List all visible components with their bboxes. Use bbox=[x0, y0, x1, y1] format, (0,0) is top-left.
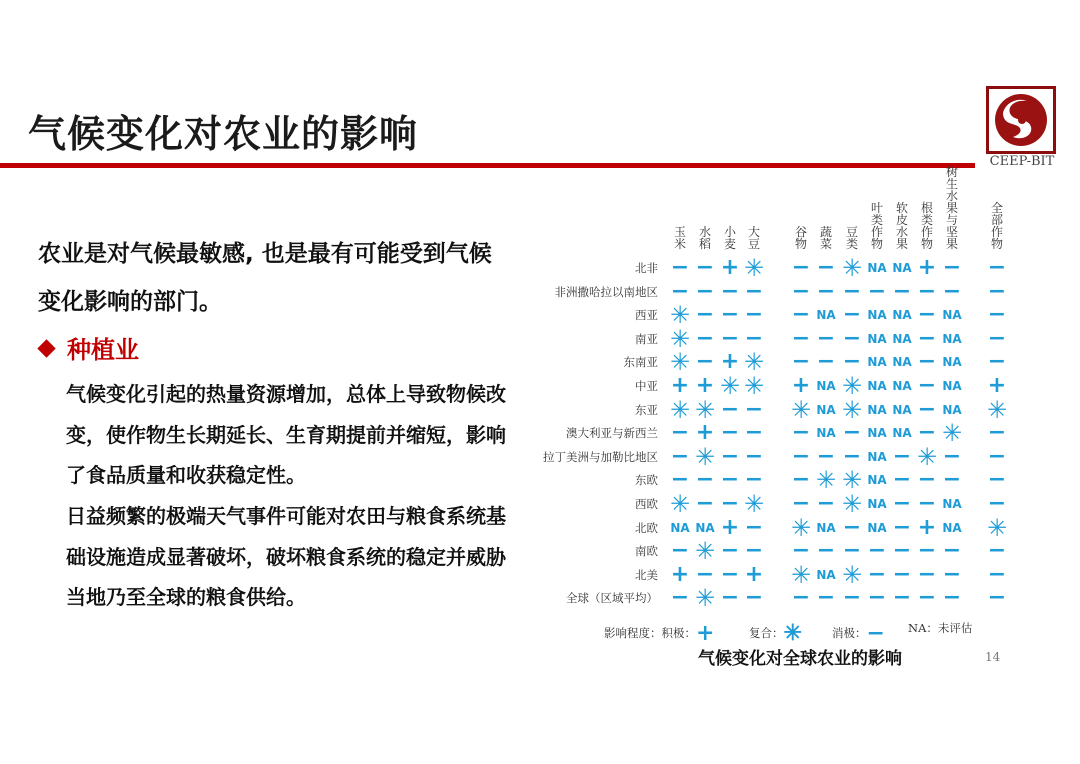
minus-icon: − bbox=[720, 538, 740, 564]
minus-icon: − bbox=[942, 561, 962, 587]
asterisk-icon: ✳ bbox=[694, 442, 716, 471]
minus-icon: − bbox=[744, 302, 764, 328]
na-mark: NA bbox=[816, 308, 836, 323]
asterisk-icon: ✳ bbox=[841, 254, 863, 282]
minus-icon: − bbox=[670, 443, 690, 469]
minus-icon: − bbox=[744, 420, 764, 446]
minus-icon: − bbox=[791, 278, 811, 304]
minus-icon: − bbox=[670, 538, 690, 564]
asterisk-icon: ✳ bbox=[743, 490, 765, 518]
figure-caption: 气候变化对全球农业的影响 bbox=[698, 649, 902, 669]
minus-icon: − bbox=[744, 514, 764, 540]
row-label: 北非 bbox=[635, 261, 658, 275]
na-mark: NA bbox=[892, 426, 912, 441]
na-mark: NA bbox=[867, 308, 887, 323]
na-mark: NA bbox=[867, 261, 887, 275]
na-mark: NA bbox=[816, 567, 836, 582]
asterisk-icon: ✳ bbox=[669, 395, 691, 424]
column-header: 谷 物 bbox=[794, 225, 807, 251]
minus-icon: − bbox=[720, 585, 740, 611]
row-label: 全球（区域平均） bbox=[566, 591, 658, 606]
minus-icon: − bbox=[791, 349, 811, 375]
minus-icon: − bbox=[670, 585, 690, 611]
row-label: 东南亚 bbox=[623, 355, 658, 370]
minus-icon: − bbox=[892, 467, 912, 493]
na-mark: NA bbox=[942, 308, 962, 323]
minus-icon: − bbox=[892, 538, 912, 564]
asterisk-icon: ✳ bbox=[941, 419, 963, 448]
asterisk-icon: ✳ bbox=[790, 560, 812, 589]
column-header: 豆 类 bbox=[845, 225, 858, 251]
asterisk-icon: ✳ bbox=[986, 395, 1008, 424]
row-label: 中亚 bbox=[635, 379, 658, 393]
minus-icon: − bbox=[842, 302, 862, 328]
minus-icon: − bbox=[842, 420, 862, 446]
minus-icon: − bbox=[917, 302, 937, 328]
minus-icon: − bbox=[987, 325, 1007, 351]
minus-icon: − bbox=[720, 561, 740, 587]
asterisk-icon: ✳ bbox=[783, 620, 802, 646]
minus-icon: − bbox=[744, 396, 764, 422]
minus-icon: − bbox=[695, 491, 715, 516]
minus-icon: − bbox=[987, 443, 1007, 469]
column-header: 叶 类 作 物 bbox=[870, 201, 883, 251]
logo-caption: CEEP-BIT bbox=[989, 154, 1055, 169]
minus-icon: − bbox=[917, 349, 937, 375]
minus-icon: − bbox=[942, 255, 962, 280]
minus-icon: − bbox=[720, 467, 740, 493]
na-mark: NA bbox=[867, 426, 887, 441]
asterisk-icon: ✳ bbox=[841, 490, 863, 518]
section-heading-text: 种植业 bbox=[67, 336, 139, 364]
column-header: 软 皮 水 果 bbox=[895, 201, 908, 251]
minus-icon: − bbox=[791, 585, 811, 611]
minus-icon: − bbox=[987, 561, 1007, 587]
ceep-logo bbox=[986, 86, 1056, 154]
asterisk-icon: ✳ bbox=[669, 490, 691, 518]
minus-icon: − bbox=[670, 278, 690, 304]
minus-icon: − bbox=[866, 620, 885, 646]
asterisk-icon: ✳ bbox=[790, 513, 812, 542]
minus-icon: − bbox=[744, 467, 764, 493]
minus-icon: − bbox=[744, 538, 764, 564]
minus-icon: − bbox=[744, 278, 764, 304]
column-header: 大 豆 bbox=[747, 225, 760, 251]
minus-icon: − bbox=[816, 491, 836, 516]
asterisk-icon: ✳ bbox=[815, 466, 837, 495]
asterisk-icon: ✳ bbox=[743, 372, 765, 400]
minus-icon: − bbox=[720, 325, 740, 351]
asterisk-icon: ✳ bbox=[841, 466, 863, 495]
legend-title bbox=[604, 620, 715, 646]
minus-icon: − bbox=[917, 538, 937, 564]
minus-icon: − bbox=[917, 467, 937, 493]
title-underline bbox=[0, 163, 975, 168]
asterisk-icon: ✳ bbox=[694, 584, 716, 613]
minus-icon: − bbox=[744, 443, 764, 469]
minus-icon: − bbox=[892, 491, 912, 516]
minus-icon: − bbox=[695, 349, 715, 375]
minus-icon: − bbox=[917, 325, 937, 351]
na-mark: NA bbox=[942, 402, 962, 417]
minus-icon: − bbox=[816, 255, 836, 280]
na-mark: NA bbox=[867, 355, 887, 370]
minus-icon: − bbox=[942, 585, 962, 611]
minus-icon: − bbox=[842, 514, 862, 540]
minus-icon: − bbox=[816, 325, 836, 351]
asterisk-icon: ✳ bbox=[841, 395, 863, 424]
na-mark: NA bbox=[867, 520, 887, 535]
minus-icon: − bbox=[987, 302, 1007, 328]
minus-icon: − bbox=[917, 373, 937, 398]
plus-icon: + bbox=[720, 255, 740, 280]
asterisk-icon: ✳ bbox=[694, 395, 716, 424]
minus-icon: − bbox=[816, 538, 836, 564]
plus-icon: + bbox=[695, 420, 715, 446]
minus-icon: − bbox=[942, 538, 962, 564]
na-mark: NA bbox=[867, 497, 887, 511]
minus-icon: − bbox=[987, 420, 1007, 446]
asterisk-icon: ✳ bbox=[669, 301, 691, 330]
minus-icon: − bbox=[720, 396, 740, 422]
minus-icon: − bbox=[791, 420, 811, 446]
plus-icon: + bbox=[917, 514, 937, 540]
minus-icon: − bbox=[892, 278, 912, 304]
na-mark: NA bbox=[816, 402, 836, 417]
minus-icon: − bbox=[842, 538, 862, 564]
na-mark: NA bbox=[892, 379, 912, 393]
minus-icon: − bbox=[867, 585, 887, 611]
legend-na: NA：未评估 bbox=[908, 621, 973, 635]
row-label: 西亚 bbox=[635, 308, 658, 323]
column-header: 玉 米 bbox=[673, 225, 686, 251]
minus-icon: − bbox=[670, 255, 690, 280]
na-mark: NA bbox=[867, 449, 887, 464]
slide-title: 气候变化对农业的影响 bbox=[28, 112, 419, 156]
na-mark: NA bbox=[695, 520, 715, 535]
legend-positive-label: 积极： bbox=[661, 626, 696, 640]
asterisk-icon: ✳ bbox=[743, 254, 765, 282]
diamond-bullet-icon bbox=[37, 339, 55, 357]
asterisk-icon: ✳ bbox=[986, 513, 1008, 542]
minus-icon: − bbox=[867, 561, 887, 587]
minus-icon: − bbox=[744, 585, 764, 611]
asterisk-icon: ✳ bbox=[841, 560, 863, 589]
minus-icon: − bbox=[987, 585, 1007, 611]
legend-mixed bbox=[749, 620, 802, 646]
minus-icon: − bbox=[791, 443, 811, 469]
minus-icon: − bbox=[816, 349, 836, 375]
column-header: 根 类 作 物 bbox=[920, 201, 933, 251]
lead-text: 农业是对气候最敏感, 也是最有可能受到气候变化影响的部门。 bbox=[38, 241, 492, 315]
na-mark: NA bbox=[942, 497, 962, 511]
minus-icon: − bbox=[791, 467, 811, 493]
paragraph-extreme-events: 日益频繁的极端天气事件可能对农田与粮食系统基础设施造成显著破坏，破坏粮食系统的稳定并威胁当地乃至全球的粮食供给。 bbox=[66, 504, 506, 609]
minus-icon: − bbox=[987, 255, 1007, 280]
minus-icon: − bbox=[892, 561, 912, 587]
minus-icon: − bbox=[842, 585, 862, 611]
asterisk-icon: ✳ bbox=[916, 442, 938, 471]
na-mark: NA bbox=[942, 355, 962, 370]
minus-icon: − bbox=[720, 302, 740, 328]
legend-mixed-label: 复合： bbox=[749, 626, 784, 640]
minus-icon: − bbox=[695, 302, 715, 328]
minus-icon: − bbox=[791, 538, 811, 564]
na-mark: NA bbox=[670, 520, 690, 535]
row-label: 西欧 bbox=[635, 497, 658, 511]
minus-icon: − bbox=[695, 467, 715, 493]
na-mark: NA bbox=[867, 402, 887, 417]
na-mark: NA bbox=[942, 331, 962, 346]
minus-icon: − bbox=[720, 420, 740, 446]
minus-icon: − bbox=[695, 278, 715, 304]
legend-negative bbox=[832, 620, 885, 646]
minus-icon: − bbox=[917, 278, 937, 304]
minus-icon: − bbox=[695, 255, 715, 280]
minus-icon: − bbox=[987, 491, 1007, 516]
minus-icon: − bbox=[842, 443, 862, 469]
minus-icon: − bbox=[987, 349, 1007, 375]
minus-icon: − bbox=[917, 491, 937, 516]
section-heading bbox=[36, 330, 139, 365]
asterisk-icon: ✳ bbox=[790, 395, 812, 424]
minus-icon: − bbox=[842, 278, 862, 304]
paragraph-phenology: 气候变化引起的热量资源增加，总体上导致物候改变，使作物生长期延长、生育期提前并缩短，影响了食品质量和收获稳定性。 bbox=[66, 382, 506, 487]
minus-icon: − bbox=[892, 585, 912, 611]
minus-icon: − bbox=[670, 467, 690, 493]
minus-icon: − bbox=[720, 278, 740, 304]
column-header: 水 稻 bbox=[698, 225, 711, 251]
plus-icon: + bbox=[791, 373, 811, 398]
asterisk-icon: ✳ bbox=[719, 372, 741, 400]
minus-icon: − bbox=[842, 349, 862, 375]
na-mark: NA bbox=[867, 331, 887, 346]
plus-icon: + bbox=[695, 373, 715, 398]
na-mark: NA bbox=[892, 355, 912, 370]
minus-icon: − bbox=[670, 420, 690, 446]
minus-icon: − bbox=[917, 585, 937, 611]
asterisk-icon: ✳ bbox=[841, 372, 863, 400]
minus-icon: − bbox=[791, 302, 811, 328]
plus-icon: + bbox=[720, 349, 740, 375]
plus-icon: + bbox=[720, 514, 740, 540]
minus-icon: − bbox=[987, 538, 1007, 564]
na-mark: NA bbox=[867, 473, 887, 488]
asterisk-icon: ✳ bbox=[694, 537, 716, 566]
minus-icon: − bbox=[987, 467, 1007, 493]
minus-icon: − bbox=[720, 443, 740, 469]
minus-icon: − bbox=[917, 396, 937, 422]
minus-icon: − bbox=[917, 420, 937, 446]
minus-icon: − bbox=[842, 325, 862, 351]
legend-negative-label: 消极： bbox=[832, 626, 867, 640]
na-mark: NA bbox=[892, 261, 912, 275]
na-mark: NA bbox=[892, 402, 912, 417]
na-mark: NA bbox=[942, 520, 962, 535]
minus-icon: − bbox=[695, 325, 715, 351]
minus-icon: − bbox=[720, 491, 740, 516]
minus-icon: − bbox=[695, 561, 715, 587]
na-mark: NA bbox=[816, 379, 836, 393]
plus-icon: + bbox=[917, 255, 937, 280]
plus-icon: + bbox=[670, 373, 690, 398]
plus-icon: + bbox=[744, 561, 764, 587]
asterisk-icon: ✳ bbox=[743, 348, 765, 377]
na-mark: NA bbox=[816, 426, 836, 441]
plus-icon: + bbox=[670, 561, 690, 587]
row-label: 南亚 bbox=[635, 331, 658, 346]
column-header: 蔬 菜 bbox=[819, 225, 832, 251]
plus-icon: + bbox=[696, 620, 715, 646]
minus-icon: − bbox=[867, 538, 887, 564]
column-header: 小 麦 bbox=[723, 225, 736, 251]
row-label: 拉丁美洲与加勒比地区 bbox=[543, 449, 658, 464]
minus-icon: − bbox=[942, 443, 962, 469]
row-label: 非洲撒哈拉以南地区 bbox=[554, 284, 658, 299]
row-label: 东亚 bbox=[635, 402, 658, 417]
minus-icon: − bbox=[744, 325, 764, 351]
row-label: 南欧 bbox=[635, 544, 658, 559]
minus-icon: − bbox=[892, 443, 912, 469]
minus-icon: − bbox=[917, 561, 937, 587]
legend-title-text: 影响程度： bbox=[604, 626, 662, 640]
minus-icon: − bbox=[867, 278, 887, 304]
na-mark: NA bbox=[867, 379, 887, 393]
minus-icon: − bbox=[791, 255, 811, 280]
page-number: 14 bbox=[985, 650, 1001, 664]
column-header: 树 生 水 果 与 坚 果 bbox=[945, 165, 958, 251]
asterisk-icon: ✳ bbox=[669, 348, 691, 377]
asterisk-icon: ✳ bbox=[669, 324, 691, 353]
minus-icon: − bbox=[942, 467, 962, 493]
plus-icon: + bbox=[987, 373, 1007, 398]
na-mark: NA bbox=[892, 308, 912, 323]
na-mark: NA bbox=[892, 331, 912, 346]
minus-icon: − bbox=[816, 585, 836, 611]
minus-icon: − bbox=[987, 278, 1007, 304]
row-label: 北欧 bbox=[635, 520, 658, 535]
minus-icon: − bbox=[791, 325, 811, 351]
row-label: 东欧 bbox=[635, 473, 658, 488]
row-label: 北美 bbox=[635, 567, 658, 582]
minus-icon: − bbox=[791, 491, 811, 516]
minus-icon: − bbox=[892, 514, 912, 540]
minus-icon: − bbox=[816, 278, 836, 304]
minus-icon: − bbox=[942, 278, 962, 304]
ceep-logo-icon bbox=[989, 89, 1053, 151]
minus-icon: − bbox=[816, 443, 836, 469]
na-mark: NA bbox=[942, 379, 962, 393]
na-mark: NA bbox=[816, 520, 836, 535]
column-header: 全 部 作 物 bbox=[990, 201, 1003, 251]
row-label: 澳大利亚与新西兰 bbox=[566, 426, 658, 441]
